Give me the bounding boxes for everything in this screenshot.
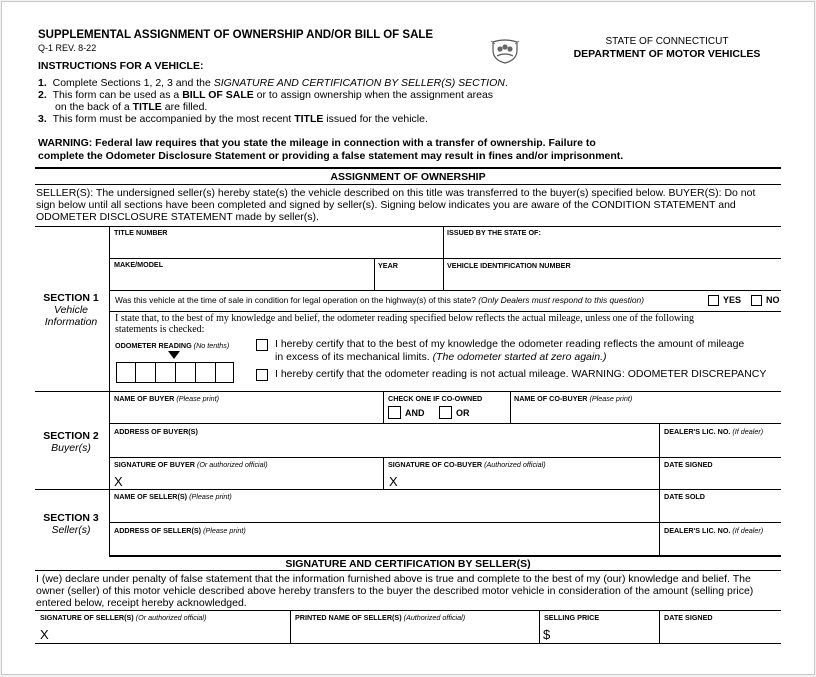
buyer-date-signed-field[interactable] [664,471,778,487]
sig-buyer-label: SIGNATURE OF BUYER (Or authorized official) [114,460,268,469]
odometer-statement-1: I state that, to the best of my knowledge and belief, the odometer reading specified below reflects the actual mileage, unless one of the following [115,313,694,324]
co-owned-or-checkbox[interactable] [439,406,452,419]
sig-buyer-field[interactable] [126,471,380,487]
connecticut-seal-icon [489,38,521,64]
assignment-heading: ASSIGNMENT OF OWNERSHIP [330,171,486,183]
title-number-field[interactable] [114,240,440,256]
odometer-reading-boxes[interactable] [116,362,234,383]
instruction-item-1: 1. Complete Sections 1, 2, 3 and the SIGNATURE AND CERTIFICATION BY SELLER(S) SECTION. [38,77,508,89]
sig-cobuyer-field[interactable] [402,471,654,487]
name-buyer-field[interactable] [114,406,380,421]
sig-cobuyer-x: X [389,474,398,489]
form-number: Q-1 REV. 8-22 [38,43,97,53]
sig-seller-label: SIGNATURE OF SELLER(S) (Or authorized official) [40,613,207,622]
year-field[interactable] [378,272,440,288]
odometer-not-actual-checkbox[interactable] [256,369,268,381]
seller-dealer-lic-field[interactable] [664,538,778,553]
odometer-reading-label: ODOMETER READING (No tenths) [115,341,230,350]
printed-name-seller-field[interactable] [295,624,535,641]
odometer-exceeds-checkbox[interactable] [256,339,268,351]
section-3-sub: Seller(s) [51,524,91,536]
odometer-statement-2: statements is checked: [115,324,205,335]
address-buyer-label: ADDRESS OF BUYER(S) [114,427,198,436]
condition-question: Was this vehicle at the time of sale in condition for legal operation on the highway(s) of this state? (Only Dealers must respond to this question) [115,295,644,305]
make-model-label: MAKE/MODEL [114,260,164,269]
form-page [1,1,815,675]
date-sold-field[interactable] [664,504,778,520]
name-seller-field[interactable] [114,504,654,520]
condition-yes-checkbox[interactable] [708,295,719,306]
year-label: YEAR [378,261,398,270]
warning-line-1: WARNING: Federal law requires that you state the mileage in connection with a transfer of ownership. Failure to [38,137,596,149]
vin-label: VEHICLE IDENTIFICATION NUMBER [447,261,571,270]
sig-buyer-x: X [114,474,123,489]
selling-price-dollar: $ [543,627,551,642]
buyer-dealer-lic-field[interactable] [664,439,778,455]
odometer-pointer-icon [168,351,180,359]
co-owned-and-checkbox[interactable] [388,406,401,419]
name-cobuyer-label: NAME OF CO-BUYER (Please print) [514,394,633,403]
co-owned-label: CHECK ONE IF CO-OWNED [388,394,483,403]
sig-seller-field[interactable] [52,624,286,641]
warning-line-2: complete the Odometer Disclosure Statement or providing a false statement may result in fines and/or imprisonment. [38,150,624,162]
issued-by-field[interactable] [447,240,777,256]
address-seller-label: ADDRESS OF SELLER(S) (Please print) [114,526,246,535]
cert-not-actual: I hereby certify that the odometer reading is not actual mileage. WARNING: ODOMETER DISCREPANCY [275,368,767,380]
assignment-intro-3: ODOMETER DISCLOSURE STATEMENT made by seller(s). [36,211,319,223]
certification-line-3: entered below, receipt hereby acknowledged. [36,597,247,609]
condition-no-label: NO [766,295,780,305]
instruction-item-2-line2: on the back of a TITLE are filled. [55,101,208,113]
section-1-title: SECTION 1 [43,292,99,304]
department-name: DEPARTMENT OF MOTOR VEHICLES [573,48,761,60]
date-sold-label: DATE SOLD [664,492,705,501]
name-cobuyer-field[interactable] [514,406,778,421]
co-owned-or-label: OR [456,408,470,418]
certification-heading: SIGNATURE AND CERTIFICATION BY SELLER(S) [285,558,531,570]
title-number-label: TITLE NUMBER [114,228,168,237]
certification-line-1: I (we) declare under penalty of false statement that the information furnished above is true and complete to the best of my (our) knowledge and belief. The [36,573,751,585]
name-seller-label: NAME OF SELLER(S) (Please print) [114,492,232,501]
condition-no-checkbox[interactable] [751,295,762,306]
address-seller-field[interactable] [114,538,654,553]
buyer-date-signed-label: DATE SIGNED [664,460,713,469]
instructions-heading: INSTRUCTIONS FOR A VEHICLE: [38,60,204,72]
seller-dealer-lic-label: DEALER'S LIC. NO. (If dealer) [664,526,764,535]
condition-yes-label: YES [723,295,742,305]
selling-price-label: SELLING PRICE [544,613,600,622]
instruction-item-3: 3. This form must be accompanied by the most recent TITLE issued for the vehicle. [38,113,428,125]
section-1-sub1: Vehicle [53,304,89,316]
assignment-intro-2: sign below until all sections have been completed and signed by seller(s). Signing below indicates you are aware of the CONDITION STATEMENT and [36,199,736,211]
printed-name-seller-label: PRINTED NAME OF SELLER(S) (Authorized official) [295,613,466,622]
section-2-sub: Buyer(s) [51,442,91,454]
certification-line-2: owner (seller) of this motor vehicle described above hereby transfers to the buyer the described motor vehicle in consideration of the amount (selling price) [36,585,754,597]
vin-field[interactable] [447,272,777,288]
section-3-title: SECTION 3 [43,512,99,524]
selling-price-field[interactable] [555,624,655,641]
issued-by-label: ISSUED BY THE STATE OF: [447,228,541,237]
name-buyer-label: NAME OF BUYER (Please print) [114,394,220,403]
cert-exceeds-line-2: in excess of its mechanical limits. (The odometer started at zero again.) [275,351,607,363]
form-title: SUPPLEMENTAL ASSIGNMENT OF OWNERSHIP AND/OR BILL OF SALE [38,29,434,41]
make-model-field[interactable] [114,272,370,288]
section-2-title: SECTION 2 [43,430,99,442]
sig-cobuyer-label: SIGNATURE OF CO-BUYER (Authorized official) [388,460,546,469]
address-buyer-field[interactable] [114,439,654,455]
section-1-sub2: Information [44,316,98,328]
seller-date-signed-field[interactable] [664,624,778,641]
cert-exceeds-line-1: I hereby certify that to the best of my knowledge the odometer reading reflects the amount of mileage [275,338,745,350]
sig-seller-x: X [40,627,49,642]
buyer-dealer-lic-label: DEALER'S LIC. NO. (If dealer) [664,427,764,436]
instruction-item-2: 2. This form can be used as a BILL OF SALE or to assign ownership when the assignment areas [38,89,494,101]
assignment-intro-1: SELLER(S): The undersigned seller(s) hereby state(s) the vehicle described on this title was transferred to the buyer(s) specified below. BUYER(S): Do not [36,187,756,199]
co-owned-and-label: AND [405,408,425,418]
state-name: STATE OF CONNECTICUT [605,36,729,47]
seller-date-signed-label: DATE SIGNED [664,613,713,622]
